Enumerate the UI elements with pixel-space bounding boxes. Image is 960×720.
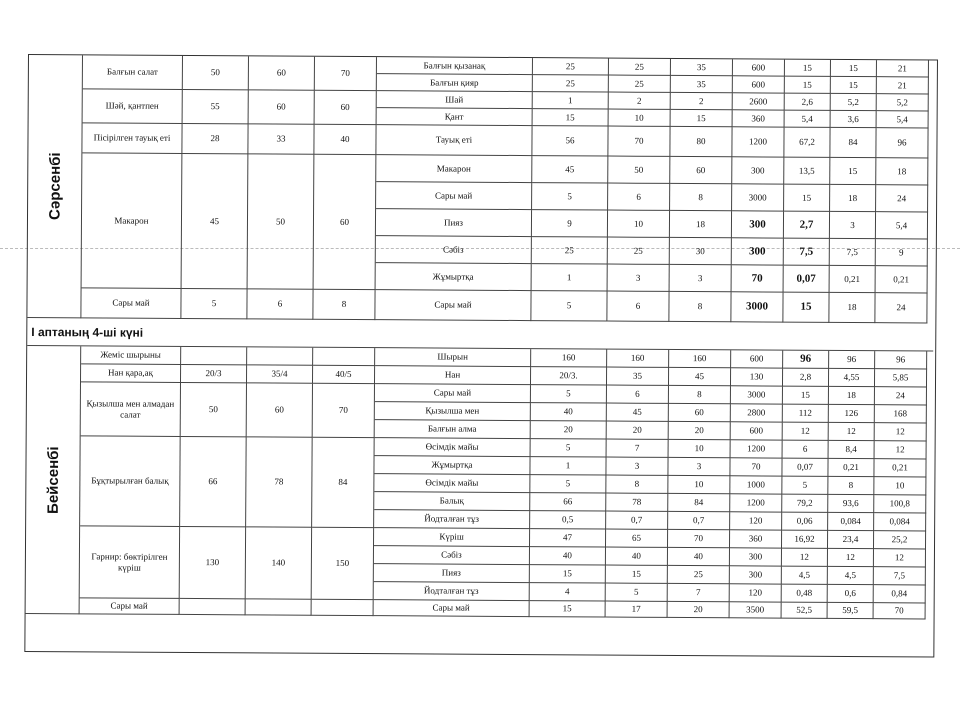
ingredient-value: 70 — [874, 603, 926, 619]
ingredient-value: 0,84 — [874, 585, 926, 603]
ingredient-name: Балғын қызанақ — [377, 57, 533, 75]
ingredient-value: 84 — [668, 494, 730, 512]
ingredient-value: 12 — [828, 549, 874, 567]
dish-portion-value: 130 — [180, 527, 246, 599]
ingredient-value: 15 — [831, 77, 877, 94]
ingredient-value: 70 — [730, 458, 782, 476]
dish-portion-value — [246, 599, 312, 615]
dish-portion-value: 20/3 — [181, 365, 247, 383]
ingredient-value: 4,55 — [829, 369, 875, 387]
ingredient-value: 5,2 — [831, 94, 877, 111]
ingredient-value: 20/3. — [531, 367, 607, 385]
ingredient-value: 96 — [876, 128, 928, 158]
ingredient-value: 130 — [731, 368, 783, 386]
ingredient-value: 70 — [608, 127, 670, 157]
ingredient-value: 6 — [607, 386, 669, 404]
ingredient-value: 300 — [732, 238, 784, 265]
ingredient-name: Сары май — [375, 290, 531, 321]
ingredient-value: 100,8 — [874, 495, 926, 513]
ingredient-value: 3000 — [731, 292, 783, 322]
day-label-cell — [26, 346, 82, 614]
ingredient-value: 25 — [532, 237, 608, 264]
ingredient-value: 25 — [609, 59, 671, 76]
ingredient-name: Қызылша мен — [375, 402, 531, 421]
ingredient-value: 1 — [530, 457, 606, 475]
ingredient-value: 16,92 — [782, 531, 828, 549]
ingredient-value: 3 — [606, 458, 668, 476]
ingredient-value: 6 — [607, 292, 669, 322]
dish-portion-value: 50 — [248, 154, 315, 289]
ingredient-value: 7 — [607, 440, 669, 458]
ingredient-value: 8 — [606, 476, 668, 494]
ingredient-name: Балғын алма — [375, 420, 531, 439]
ingredient-value: 3 — [830, 212, 876, 239]
ingredient-name: Өсімдік майы — [374, 474, 530, 493]
ingredient-value: 25 — [533, 75, 609, 92]
ingredient-name: Сәбіз — [376, 236, 532, 264]
ingredient-name: Балық — [374, 492, 530, 511]
dish-portion-value — [313, 348, 375, 366]
ingredient-value: 120 — [730, 584, 782, 602]
ingredient-value: 2800 — [731, 404, 783, 422]
ingredient-value: 70 — [732, 265, 784, 292]
ingredient-name: Пияз — [376, 209, 532, 237]
ingredient-value: 67,2 — [784, 128, 830, 158]
ingredient-value: 12 — [783, 423, 829, 441]
ingredient-value: 96 — [875, 351, 927, 369]
ingredient-value: 3500 — [730, 602, 782, 618]
ingredient-value: 3,6 — [831, 111, 877, 128]
ingredient-value: 0,5 — [530, 511, 606, 529]
ingredient-value: 12 — [875, 423, 927, 441]
dish-portion-value: 33 — [248, 124, 314, 154]
ingredient-value: 5 — [531, 439, 607, 457]
ingredient-value: 300 — [732, 211, 784, 238]
ingredient-value: 15 — [533, 109, 609, 126]
ingredient-value: 0,084 — [828, 513, 874, 531]
ingredient-value: 45 — [532, 156, 608, 183]
ingredient-value: 0,07 — [784, 266, 830, 293]
dish-portion-value — [181, 347, 247, 365]
day-label: Сәрсенбі — [45, 152, 64, 220]
ingredient-value: 18 — [670, 211, 732, 238]
ingredient-name: Йодталған тұз — [374, 510, 530, 529]
week-day-heading: I аптаның 4-ші күні — [27, 318, 933, 352]
ingredient-value: 8 — [669, 386, 731, 404]
ingredient-value: 0,06 — [782, 513, 828, 531]
ingredient-value: 2600 — [733, 93, 785, 110]
ingredient-value: 7,5 — [784, 239, 830, 266]
ingredient-value: 25 — [668, 566, 730, 584]
ingredient-value: 300 — [732, 157, 784, 184]
dish-portion-value: 150 — [312, 528, 374, 600]
ingredient-value: 12 — [875, 441, 927, 459]
ingredient-value: 0,7 — [606, 512, 668, 530]
ingredient-value: 5 — [782, 477, 828, 495]
ingredient-value: 0,6 — [828, 585, 874, 603]
dish-portion-value — [180, 599, 246, 615]
ingredient-value: 45 — [669, 368, 731, 386]
ingredient-value: 160 — [607, 350, 669, 368]
dish-name: Шәй, қантпен — [83, 89, 183, 124]
ingredient-value: 5,4 — [785, 111, 831, 128]
ingredient-value: 1 — [533, 92, 609, 109]
dish-name: Қызылша мен алмадан салат — [81, 382, 181, 437]
ingredient-name: Шай — [377, 91, 533, 109]
ingredient-value: 168 — [875, 405, 927, 423]
ingredient-value: 79,2 — [782, 495, 828, 513]
ingredient-value: 10 — [608, 211, 670, 238]
ingredient-value: 15 — [831, 60, 877, 77]
ingredient-value: 40 — [668, 548, 730, 566]
ingredient-value: 5 — [530, 475, 606, 493]
ingredient-name: Шырын — [375, 348, 531, 367]
dish-portion-value: 70 — [315, 57, 377, 91]
ingredient-value: 112 — [783, 405, 829, 423]
dish-portion-value: 5 — [181, 289, 247, 319]
ingredient-value: 18 — [829, 293, 875, 323]
ingredient-value: 12 — [782, 549, 828, 567]
ingredient-value: 0,07 — [782, 459, 828, 477]
ingredient-value: 40 — [530, 547, 606, 565]
ingredient-value: 93,6 — [828, 495, 874, 513]
ingredient-value: 5,4 — [877, 111, 929, 128]
ingredient-value: 12 — [874, 549, 926, 567]
dish-portion-value: 40/5 — [313, 366, 375, 384]
ingredient-value: 8 — [669, 292, 731, 322]
ingredient-value: 35 — [607, 368, 669, 386]
ingredient-value: 15 — [606, 566, 668, 584]
dish-portion-value: 8 — [313, 290, 375, 320]
ingredient-value: 10 — [669, 440, 731, 458]
dish-portion-value: 60 — [249, 56, 315, 90]
ingredient-value: 4,5 — [782, 567, 828, 585]
ingredient-value: 0,21 — [830, 266, 876, 293]
ingredient-value: 8,4 — [829, 441, 875, 459]
ingredient-name: Сары май — [374, 600, 530, 617]
dish-portion-value: 84 — [312, 438, 375, 528]
ingredient-value: 20 — [607, 422, 669, 440]
ingredient-value: 24 — [876, 185, 928, 212]
ingredient-name: Сары май — [376, 182, 532, 210]
dish-portion-value: 35/4 — [247, 365, 313, 383]
ingredient-value: 300 — [730, 566, 782, 584]
ingredient-value: 3000 — [732, 184, 784, 211]
ingredient-value: 15 — [530, 565, 606, 583]
dish-name: Сары май — [81, 288, 181, 319]
ingredient-value: 10 — [609, 110, 671, 127]
dish-portion-value — [247, 347, 313, 365]
ingredient-value: 7,5 — [830, 239, 876, 266]
ingredient-value: 5,2 — [877, 94, 929, 111]
ingredient-value: 15 — [830, 158, 876, 185]
dish-portion-value: 28 — [182, 124, 248, 154]
ingredient-value: 35 — [671, 76, 733, 93]
dish-name: Нан қара,ақ — [81, 364, 181, 383]
ingredient-value: 40 — [606, 548, 668, 566]
ingredient-value: 25,2 — [874, 531, 926, 549]
ingredient-value: 300 — [730, 548, 782, 566]
ingredient-value: 20 — [531, 421, 607, 439]
ingredient-name: Қант — [377, 108, 533, 126]
ingredient-value: 52,5 — [782, 603, 828, 619]
ingredient-value: 2 — [609, 93, 671, 110]
ingredient-value: 5,85 — [875, 369, 927, 387]
ingredient-value: 59,5 — [828, 603, 874, 619]
ingredient-value: 4 — [530, 583, 606, 601]
ingredient-value: 25 — [609, 76, 671, 93]
ingredient-value: 1000 — [730, 476, 782, 494]
dish-name: Жеміс шырыны — [81, 346, 181, 365]
ingredient-value: 5,4 — [876, 212, 928, 239]
dish-portion-value: 66 — [180, 437, 247, 527]
ingredient-value: 40 — [531, 403, 607, 421]
dish-portion-value: 70 — [313, 384, 375, 438]
ingredient-value: 0,48 — [782, 585, 828, 603]
ingredient-value: 3 — [608, 265, 670, 292]
ingredient-value: 45 — [607, 404, 669, 422]
ingredient-value: 5 — [532, 183, 608, 210]
ingredient-value: 25 — [533, 58, 609, 75]
ingredient-value: 20 — [669, 422, 731, 440]
ingredient-value: 0,21 — [876, 266, 928, 293]
ingredient-value: 56 — [532, 126, 608, 156]
dish-name: Гарнир: бөктірілген күріш — [80, 526, 180, 599]
dish-name: Балғын салат — [83, 55, 183, 90]
dish-portion-value: 60 — [314, 155, 377, 290]
ingredient-value: 18 — [876, 158, 928, 185]
ingredient-value: 1200 — [731, 440, 783, 458]
ingredient-value: 60 — [669, 404, 731, 422]
ingredient-value: 9 — [532, 210, 608, 237]
ingredient-name: Йодталған тұз — [374, 582, 530, 601]
ingredient-value: 2,7 — [784, 212, 830, 239]
ingredient-value: 15 — [530, 601, 606, 617]
ingredient-value: 10 — [874, 477, 926, 495]
dish-name: Макарон — [82, 153, 183, 289]
ingredient-value: 15 — [671, 110, 733, 127]
ingredient-value: 96 — [829, 351, 875, 369]
ingredient-value: 50 — [608, 157, 670, 184]
ingredient-value: 1200 — [730, 494, 782, 512]
dish-portion-value: 60 — [315, 91, 377, 125]
ingredient-value: 12 — [829, 423, 875, 441]
ingredient-value: 7,5 — [874, 567, 926, 585]
ingredient-name: Пияз — [374, 564, 530, 583]
ingredient-value: 65 — [606, 530, 668, 548]
ingredient-value: 0,084 — [874, 513, 926, 531]
ingredient-name: Күріш — [374, 528, 530, 547]
ingredient-value: 360 — [730, 530, 782, 548]
ingredient-name: Өсімдік майы — [375, 438, 531, 457]
dish-portion-value: 50 — [181, 383, 247, 437]
ingredient-value: 60 — [670, 157, 732, 184]
ingredient-value: 8 — [828, 477, 874, 495]
ingredient-name: Жұмыртқа — [376, 263, 532, 291]
ingredient-name: Сәбіз — [374, 546, 530, 565]
dish-name: Сары май — [80, 598, 180, 615]
ingredient-value: 600 — [731, 350, 783, 368]
ingredient-value: 8 — [670, 184, 732, 211]
ingredient-value: 30 — [670, 238, 732, 265]
ingredient-value: 3 — [668, 458, 730, 476]
ingredient-name: Сары май — [375, 384, 531, 403]
ingredient-value: 0,21 — [828, 459, 874, 477]
ingredient-value: 1 — [532, 264, 608, 291]
ingredient-value: 47 — [530, 529, 606, 547]
ingredient-value: 360 — [733, 110, 785, 127]
ingredient-value: 4,5 — [828, 567, 874, 585]
ingredient-value: 10 — [668, 476, 730, 494]
ingredient-value: 3000 — [731, 386, 783, 404]
ingredient-value: 160 — [531, 349, 607, 367]
dish-portion-value: 50 — [183, 56, 249, 90]
ingredient-value: 17 — [606, 602, 668, 618]
ingredient-value: 66 — [530, 493, 606, 511]
ingredient-value: 21 — [877, 60, 929, 77]
ingredient-value: 15 — [785, 60, 831, 77]
ingredient-value: 70 — [668, 530, 730, 548]
ingredient-value: 126 — [829, 405, 875, 423]
ingredient-value: 18 — [830, 185, 876, 212]
dish-portion-value — [312, 600, 374, 616]
ingredient-value: 6 — [608, 184, 670, 211]
ingredient-value: 80 — [670, 127, 732, 157]
ingredient-value: 13,5 — [784, 158, 830, 185]
ingredient-value: 7 — [668, 584, 730, 602]
ingredient-value: 84 — [830, 128, 876, 158]
ingredient-value: 0,7 — [668, 512, 730, 530]
ingredient-value: 2,6 — [785, 94, 831, 111]
dish-name: Пісірілген тауық еті — [82, 123, 182, 154]
ingredient-name: Тауық еті — [376, 125, 532, 156]
ingredient-value: 25 — [608, 238, 670, 265]
ingredient-value: 5 — [531, 291, 607, 321]
ingredient-value: 6 — [783, 441, 829, 459]
dish-portion-value: 140 — [246, 527, 312, 599]
ingredient-value: 600 — [733, 76, 785, 93]
ingredient-value: 120 — [730, 512, 782, 530]
dish-portion-value: 45 — [182, 154, 249, 289]
ingredient-value: 9 — [876, 239, 928, 266]
ingredient-value: 15 — [784, 185, 830, 212]
ingredient-value: 0,21 — [874, 459, 926, 477]
ingredient-value: 18 — [829, 387, 875, 405]
ingredient-value: 160 — [669, 350, 731, 368]
ingredient-value: 3 — [670, 265, 732, 292]
ingredient-name: Балғын қияр — [377, 74, 533, 92]
ingredient-value: 24 — [875, 293, 927, 323]
ingredient-value: 5 — [531, 385, 607, 403]
ingredient-value: 35 — [671, 59, 733, 76]
ingredient-value: 15 — [783, 387, 829, 405]
dish-portion-value: 6 — [247, 289, 313, 319]
dish-portion-value: 78 — [246, 437, 313, 527]
dish-portion-value: 40 — [314, 125, 376, 155]
ingredient-value: 78 — [606, 494, 668, 512]
ingredient-name: Макарон — [376, 155, 532, 183]
ingredient-value: 15 — [783, 293, 829, 323]
dish-name: Бұқтырылған балық — [80, 436, 181, 527]
ingredient-value: 2,8 — [783, 369, 829, 387]
ingredient-value: 20 — [668, 602, 730, 618]
ingredient-value: 1200 — [732, 127, 784, 157]
ingredient-value: 21 — [877, 77, 929, 94]
ingredient-value: 600 — [733, 59, 785, 76]
ingredient-name: Нан — [375, 366, 531, 385]
ingredient-value: 96 — [783, 351, 829, 369]
dish-portion-value: 55 — [183, 90, 249, 124]
ingredient-value: 5 — [606, 584, 668, 602]
ingredient-value: 600 — [731, 422, 783, 440]
ingredient-value: 2 — [671, 93, 733, 110]
ingredient-value: 24 — [875, 387, 927, 405]
dish-portion-value: 60 — [247, 383, 313, 437]
ingredient-name: Жұмыртқа — [374, 456, 530, 475]
ingredient-value: 15 — [785, 77, 831, 94]
ingredient-value: 23,4 — [828, 531, 874, 549]
dish-portion-value: 60 — [249, 90, 315, 124]
menu-table — [24, 54, 938, 658]
day-label: Бейсенбі — [44, 445, 62, 514]
day-label-cell — [27, 55, 83, 318]
